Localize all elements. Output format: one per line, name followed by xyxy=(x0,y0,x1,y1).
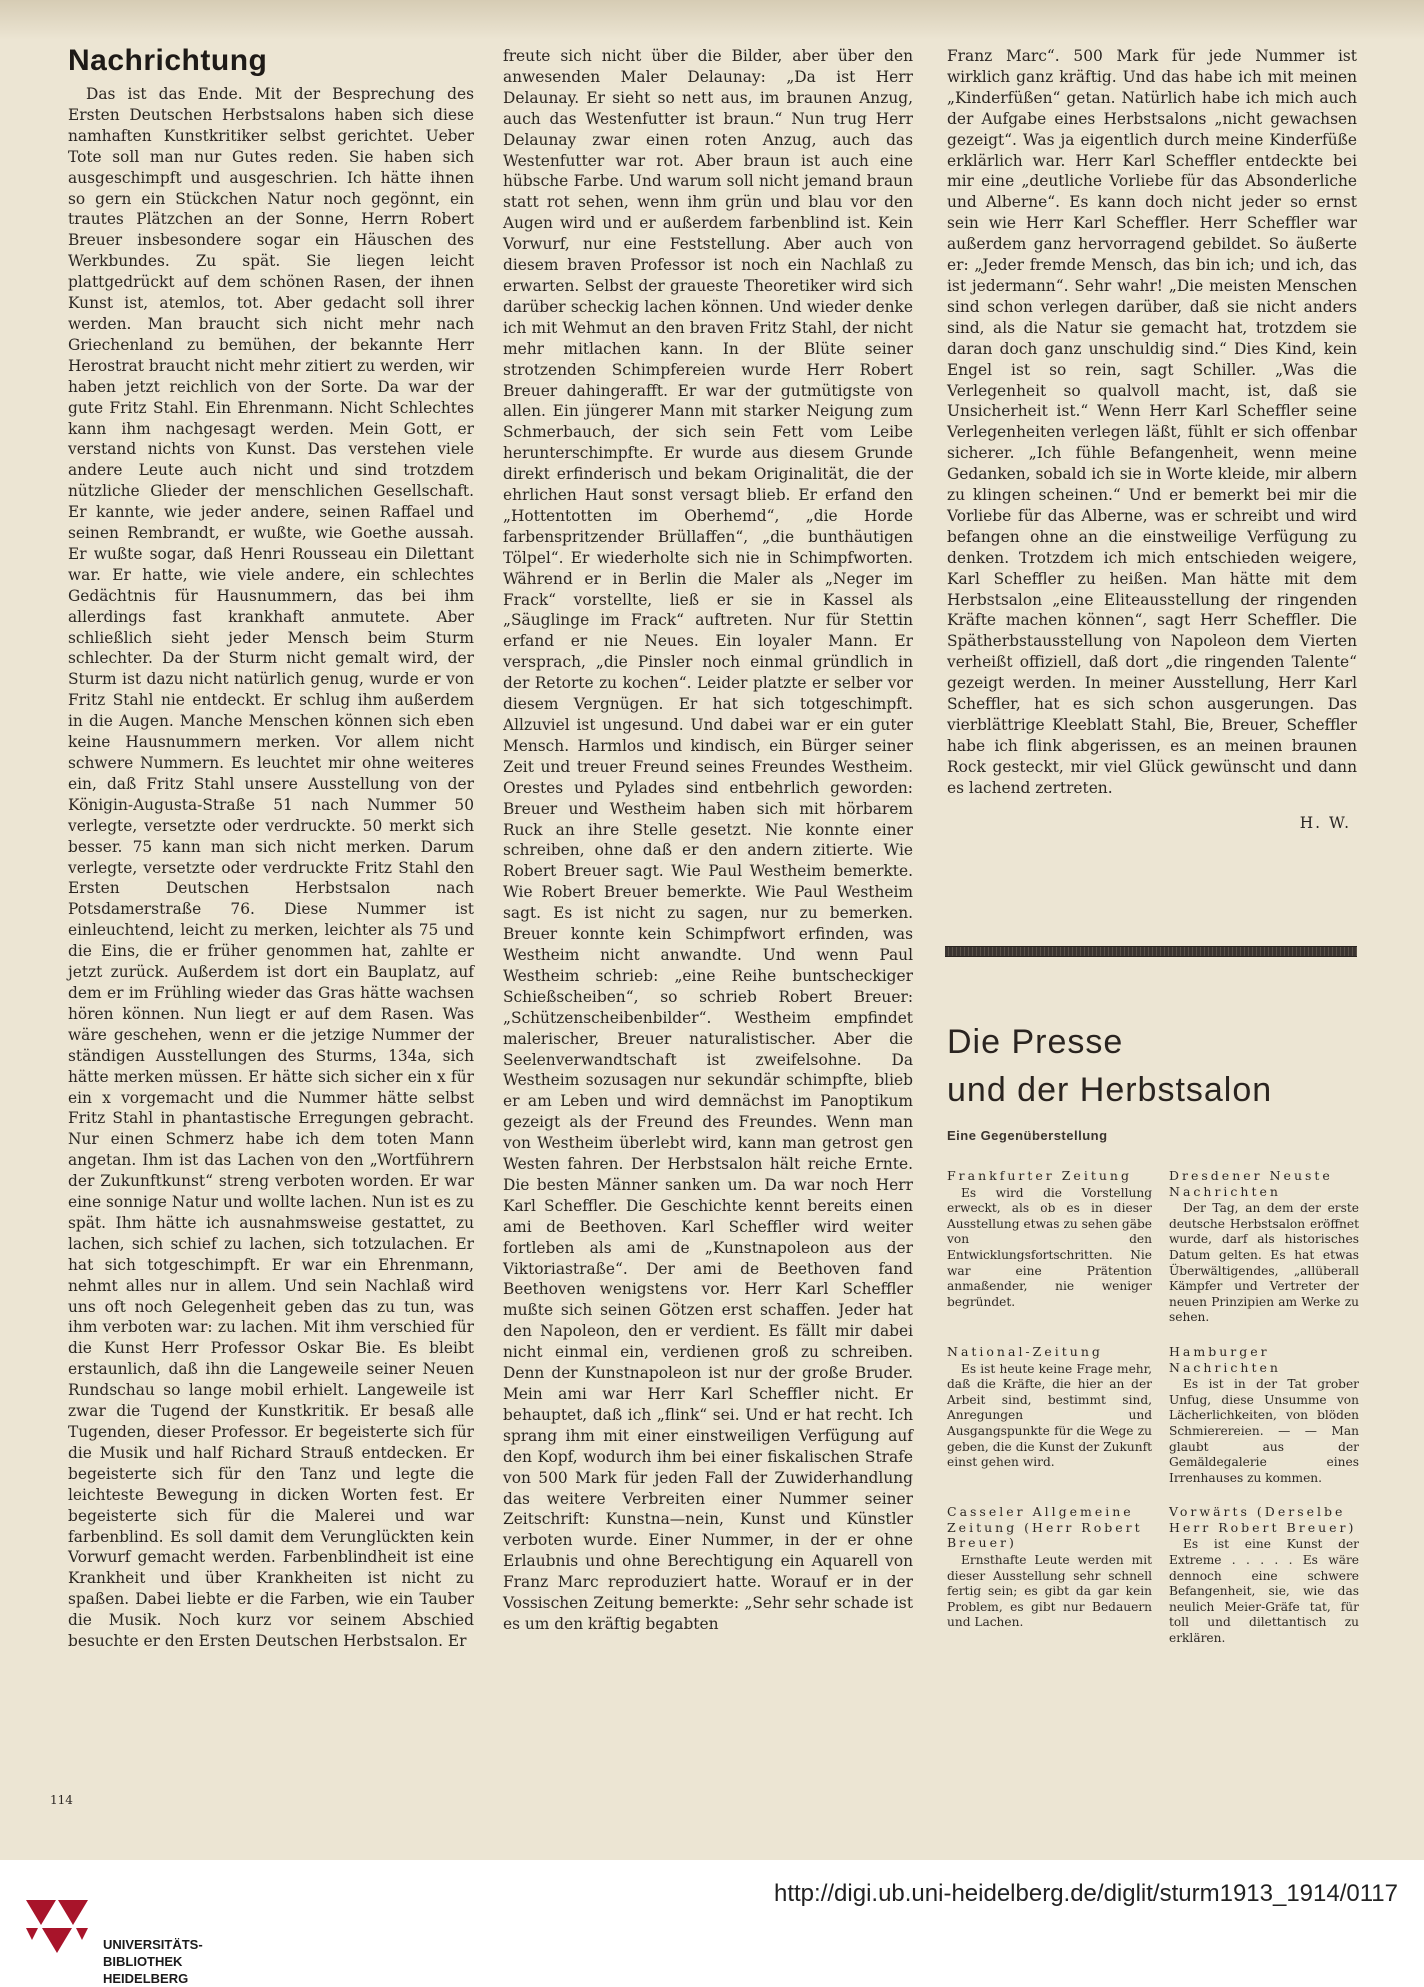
library-name-line: HEIDELBERG xyxy=(103,1971,189,1986)
library-name xyxy=(103,1936,203,1987)
quote-source: National-Zeitung xyxy=(947,1343,1103,1359)
page-number: 114 xyxy=(50,1793,73,1807)
quote-text: Es ist in der Tat grober Unfug, diese Unsumme von Lächerlichkeiten, von blöden Schmierereien. — — Man glaubt aus der Gemäldegalerie eines Irrenhauses zu kommen. xyxy=(1169,1377,1359,1485)
article-column-3 xyxy=(947,46,1357,834)
press-quote xyxy=(1169,1168,1359,1326)
quote-text: Ernsthafte Leute werden mit dieser Ausstellung sehr schnell fertig sein; es gibt da gar kein Problem, es gibt nur Bedauern und Lachen. xyxy=(947,1553,1152,1630)
presse-title-line-1: Die Presse xyxy=(947,1023,1124,1061)
article-paragraph: freute sich nicht über die Bilder, aber über den anwesenden Maler Delaunay: „Da ist Herr Delaunay. Er sieht so nett aus, im braunen Anzug, auch das Westenfutter ist braun.“ Nun trug Herr Delaunay zwar einen roten Anzug, auch das Westenfutter war rot. Aber braun ist auch eine hübsche Farbe. Und warum soll nicht jemand braun statt rot sehen, wenn ihm grün und blau vor den Augen wird und er außerdem farbenblind ist. Kein Vorwurf, nur eine Feststellung. Aber auch von diesem braven Professor ist noch ein Nachlaß zu erwarten. Selbst der graueste Theoretiker wird sich darüber scheckig lachen können. Und wieder denke ich mit Wehmut an den braven Fritz Stahl, der nicht mehr mitlachen kann. In der Blüte seiner strotzenden Schimpfereien wurde Herr Robert Breuer dahingerafft. Er war der gutmütigste von allen. Ein jüngerer Mann mit starker Neigung zum Schmerbauch, der sich sein Fett vom Leibe herunterschimpfte. Er wurde aus diesem Grunde direkt erfinderisch und bekam Originalität, die der ehrlichen Haut sonst versagt blieb. Er erfand den „Hottentotten im Oberhemd“, „die Horde farbenspritzender Brüllaffen“, „die bunthäutigen Tölpel“. Er wiederholte sich nie in Schimpfworten. Während er in Berlin die Maler als „Neger im Frack“ vorstellte, ließ er sie in Kassel als „Säuglinge im Frack“ auftreten. Nur für Stettin erfand er nie Neues. Ein loyaler Mann. Er versprach, „die Pinsler noch einmal gründlich in der Retorte zu kochen“. Leider platzte er selber vor diesem Vergnügen. Er hat sich totgeschimpft. Allzuviel ist ungesund. Und dabei war er ein guter Mensch. Harmlos und kindisch, ein Bürger seiner Zeit und treuer Freund seines Freundes Westheim. Orestes und Pylades sind entbehrlich geworden: Breuer und Westheim haben sich mit hörbarem Ruck an ihre Stelle gesetzt. Nie konnte einer schreiben, ohne daß er den andern zitierte. Wie Robert Breuer sagt. Wie Paul Westheim bemerkte. Wie Robert Breuer bemerkte. Wie Paul Westheim sagt. Es ist nicht zu sagen, nur zu bemerken. Breuer konnte kein Schimpfwort erfinden, was Westheim nicht anwandte. Und wenn Paul Westheim schrieb: „eine Reihe buntscheckiger Schießscheiben“, so schrieb Robert Breuer: „Schützenscheibenbilder“. Westheim empfindet malerischer, Breuer naturalistischer. Aber die Seelenverwandtschaft ist zweifelsohne. Da Westheim sozusagen nur sekundär schimpfte, blieb er am Leben und wird demnächst im Panoptikum gezeigt als der Freund des Freundes. Wenn man von Westheim überlebt wird, kann man getrost gen Westen fahren. Der Herbstsalon hält reiche Ernte. Die besten Männer sanken um. Da war noch Herr Karl Scheffler. Die Geschichte kennt bereits einen ami de Beethoven. Karl Scheffler wird weiter fortleben als ami de „Kunstnapoleon aus der Viktoriastraße“. Der ami de Beethoven fand Beethoven wenigstens vor. Herr Karl Scheffler mußte sich seinen Götzen erst schaffen. Jeder hat den Napoleon, den er verdient. Es fällt mir dabei nicht einmal ein, verdienen groß zu schreiben. Denn der Kunstnapoleon ist nur der große Bruder. Mein ami war Herr Karl Scheffler nicht. Er behauptet, daß ich „flink“ sei. Und er hat recht. Ich sprang ihm mit einer einstweiligen Verfügung auf den Kopf, wodurch ihm bei einer fiskalischen Strafe von 500 Mark für jeden Fall der Zuwiderhandlung das weitere Verbreiten einer Nummer seiner Zeitschrift: Kunstna—nein, Kunst und Künstler verboten wurde. Einer Nummer, in der er ohne Erlaubnis und ohne Berechtigung ein Aquarell von Franz Marc reproduziert hatte. Worauf er in der Vossischen Zeitung bemerkte: „Sehr sehr schade ist es um den kräftig begabten xyxy=(503,47,913,1633)
quote-text: Der Tag, an dem der erste deutsche Herbstsalon eröffnet wurde, darf als historisches Datum gelten. Es hat etwas Überwältigendes, „allüberall Kämpfer und Vertreter der neuen Prinzipien am Werke zu sehen. xyxy=(1169,1201,1359,1325)
presse-subtitle: Eine Gegenüberstellung xyxy=(947,1128,1108,1143)
source-url-link[interactable]: http://digi.ub.uni-heidelberg.de/diglit/sturm1913_1914/0117 xyxy=(774,1880,1398,1907)
viewer-footer xyxy=(0,1860,1424,1986)
library-name-line: UNIVERSITÄTS- xyxy=(103,1937,203,1952)
quote-text: Es wird die Vorstellung erweckt, als ob es in dieser Ausstellung etwas zu sehen gäbe von den Entwicklungsfortschritten. Nie war eine Prätention anmaßender, nie weniger begründet. xyxy=(947,1185,1152,1309)
press-quote xyxy=(947,1168,1152,1326)
section-divider xyxy=(945,946,1357,957)
quote-source: Vorwärts (Derselbe Herr Robert Breuer) xyxy=(1169,1504,1357,1535)
quote-source: Hamburger Nachrichten xyxy=(1169,1343,1281,1375)
article-title: Nachrichtung xyxy=(68,44,268,77)
presse-title-line-2: und der Herbstsalon xyxy=(947,1071,1273,1109)
library-name-line: BIBLIOTHEK xyxy=(103,1954,183,1969)
article-paragraph: Das ist das Ende. Mit der Besprechung des Ersten Deutschen Herbstsalons haben sich diese namhaften Kunstkritiker selbst gerichtet. Ueber Tote soll man nur Gutes reden. Sie haben sich ausgeschimpft und ausgeschrien. Ich hätte ihnen so gern ein Stückchen Natur noch gegönnt, ein trautes Plätzchen an der Sonne, Herrn Robert Breuer insbesondere sogar ein Häuschen des Werkbundes. Zu spät. Sie liegen leicht plattgedrückt auf dem schönen Rasen, der ihnen Kunst ist, atemlos, tot. Aber gedacht soll ihrer werden. Man braucht sich nicht mehr nach Griechenland zu bemühen, der bekannte Herr Herostrat braucht nicht mehr zitiert zu werden, wir haben jetzt reichlich von der Sorte. Da war der gute Fritz Stahl. Ein Ehrenmann. Nicht Schlechtes kann ihm nachgesagt werden. Mein Gott, er verstand nichts von Kunst. Das verstehen viele andere Leute auch nicht und sind trotzdem nützliche Glieder der menschlichen Gesellschaft. Er kannte, wie jeder andere, seinen Raffael und seinen Rembrandt, er wußte, wie Goethe aussah. Er wußte sogar, daß Henri Rousseau ein Dilettant war. Er hatte, wie viele andere, ein schlechtes Gedächtnis für Hausnummern, das bei ihm allerdings fast krankhaft anmutete. Aber schließlich sieht jeder Mensch beim Sturm schlechter. Da der Sturm nicht gemalt wird, der Sturm ist dazu nicht natürlich genug, wurde er von Fritz Stahl nie entdeckt. Er schlug ihm außerdem in die Augen. Manche Menschen können sich eben keine Hausnummern merken. Vor allem nicht schwere Nummern. Es leuchtet mir ohne weiteres ein, daß Fritz Stahl unsere Ausstellung von der Königin-Augusta-Straße 51 nach Nummer 50 verlegte, versetzte oder verdruckte. 50 merkt sich besser. 75 kann man sich nicht merken. Darum verlegte, versetzte oder verdruckte Fritz Stahl den Ersten Deutschen Herbstsalon nach Potsdamerstraße 76. Diese Nummer ist einleuchtend, leicht zu merken, leichter als 75 und die Eins, die er früher genommen hat, zahlte er jetzt zurück. Außerdem ist dort ein Bauplatz, auf dem er im Frühling wieder das Gras hätte wachsen hören können. Nun liegt er auf dem Rasen. Was wäre geschehen, wenn er die jetzige Nummer der ständigen Ausstellungen des Sturms, 134a, sich hätte merken müssen. Er hätte sich sicher ein x für ein x vorgemacht und die Nummer hätte selbst Fritz Stahl in phantastische Erregungen gebracht. Nur einen Schmerz habe ich dem toten Mann angetan. Ihm ist das Lachen von den „Wortführern der Zukunftkunst“ streng verboten worden. Er war eine sonnige Natur und wollte lachen. Nun ist es zu spät. Ihm hätte ich ausnahmsweise gestattet, zu lachen, sich schief zu lachen, sich totzulachen. Er hat sich totgeschimpft. Er war ein Ehrenmann, nehmt alles nur in allem. Und sein Nachlaß wird uns oft noch Gelegenheit geben das zu tun, was ihm verboten war: zu lachen. Mit ihm verschied für die Kunst Herr Professor Oskar Bie. Es bleibt erstaunlich, daß ihn die Langeweile seiner Neuen Rundschau so lange mobil erhielt. Langeweile ist zwar die Tugend der Kunstkritik. Er besaß alle Tugenden, dieser Professor. Er begeisterte sich für die Musik und half Richard Strauß entdecken. Er begeisterte sich für den Tanz und legte die leichteste Bewegung in dicken Worten fest. Er begeisterte sich für die Malerei und war farbenblind. Es soll damit dem Verunglückten kein Vorwurf gemacht werden. Farbenblindheit ist eine Krankheit und über Krankheiten ist nicht zu spaßen. Dabei liebte er die Farben, wie ein Tauber die Musik. Noch kurz vor seinem Abschied besuchte er den Ersten Deutschen Herbstsalon. Er xyxy=(68,85,474,1651)
press-quote xyxy=(1169,1504,1359,1646)
article-paragraph: Franz Marc“. 500 Mark für jede Nummer ist wirklich ganz kräftig. Und das habe ich mit meinen „Kinderfüßen“ getan. Natürlich habe ich mich auch der Aufgabe eines Herbstsalons „nicht gewachsen gezeigt“. Was ja eigentlich durch meine Kinderfüße erklärlich war. Herr Karl Scheffler entdeckte bei mir eine „deutliche Vorliebe für das Absonderliche und Alberne“. Es kann doch nicht jeder so ernst sein wie Herr Karl Scheffler. Herr Scheffler war außerdem ganz hervorragend gebildet. So äußerte er: „Jeder fremde Mensch, das bin ich; und ich, das ist jedermann“. Sehr wahr! „Die meisten Menschen sind schon verlegen darüber, daß sie nicht anders sind, als die Natur sie gemacht hat, trotzdem sie daran doch ganz unschuldig sind.“ Dies Kind, kein Engel ist so rein, sagt Schiller. „Was die Verlegenheit so qualvoll macht, ist, daß sie Unsicherheit ist.“ Wenn Herr Karl Scheffler seine Verlegenheiten verlegen läßt, fühlt er sich offenbar sicherer. „Ich fühle Befangenheit, wenn meine Gedanken, sobald ich sie in Worte kleide, mir albern zu klingen scheinen.“ Und er bemerkt bei mir die Vorliebe für das Alberne, was er schreibt und wird befangen ohne an die einstweilige Verfügung zu denken. Trotzdem ich mich entschieden weigere, Karl Scheffler zu heißen. Man hätte mit dem Herbstsalon „eine Eliteausstellung der ringenden Kräfte machen können“, sagt Herr Scheffler. Die Spätherbstausstellung von Napoleon dem Vierten verheißt offiziell, daß dort „die ringenden Talente“ gezeigt werden. In meiner Ausstellung, Herr Karl Scheffler, hat es sich schon ausgerungen. Das vierblättrige Kleeblatt Stahl, Bie, Breuer, Scheffler habe ich flink abgerissen, es an meinen braunen Rock gesteckt, mir viel Glück gewünscht und dann es lachend zertreten. xyxy=(947,47,1357,797)
quote-text: Es ist eine Kunst der Extreme . . . . . Es wäre dennoch eine schwere Befangenheit, sie, wie das neulich Meier-Gräfe tat, für toll und dilettantisch zu erklären. xyxy=(1169,1537,1359,1646)
author-signature: H. W. xyxy=(1299,813,1351,832)
press-quote xyxy=(947,1504,1152,1646)
article-column-1 xyxy=(68,84,474,1652)
quote-source: Dresdener Neuste Nachrichten xyxy=(1169,1168,1333,1199)
press-quote xyxy=(947,1344,1152,1486)
presse-heading xyxy=(947,1018,1357,1143)
quote-source: Frankfurter Zeitung xyxy=(947,1168,1132,1183)
quote-source: Casseler Allgemeine Zeitung (Herr Robert Breuer) xyxy=(947,1504,1143,1551)
press-quote xyxy=(1169,1344,1359,1486)
press-quotes-grid xyxy=(947,1168,1359,1665)
quote-text: Es ist heute keine Frage mehr, daß die Kräfte, die hier an der Arbeit sind, bestimmt sind, Anregungen und Ausgangspunkte für die Wege zu geben, die die Kunst der Zukunft einst gehen wird. xyxy=(947,1361,1152,1470)
article-column-2 xyxy=(503,46,913,1635)
